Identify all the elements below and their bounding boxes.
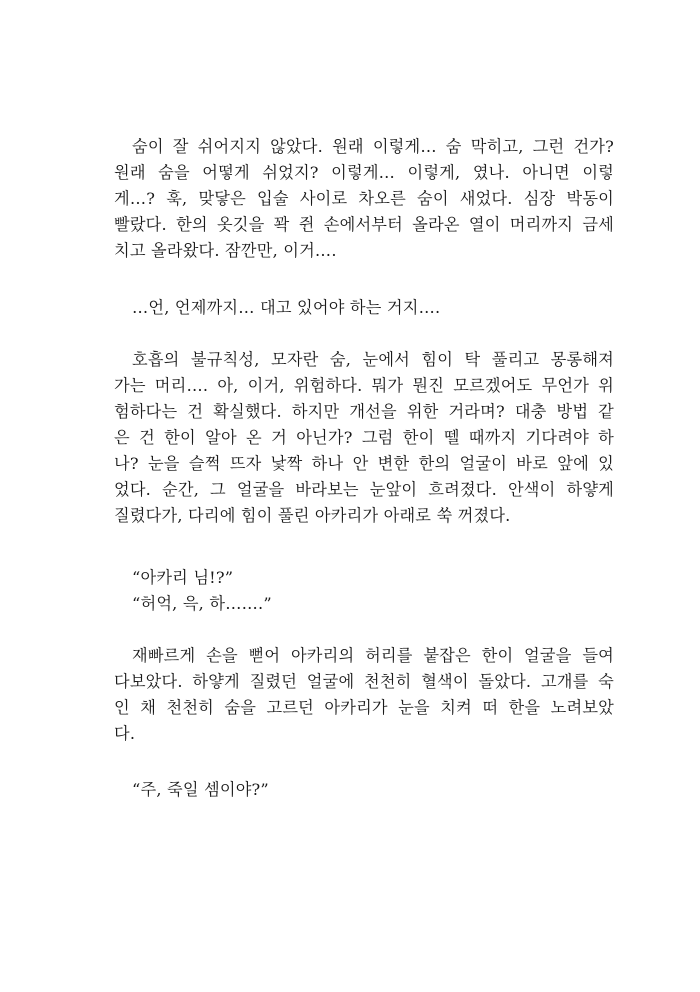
text-line: 호흡의 불규칙성, 모자란 숨, 눈에서 힘이 탁 풀리고 몽롱해져 (132, 350, 614, 369)
text-line: 게…? 훅, 맞닿은 입술 사이로 차오른 숨이 새었다. 심장 박동이 (114, 189, 614, 208)
paragraph-3 (114, 347, 614, 529)
paragraph-1 (114, 134, 614, 264)
text-line: 원래 숨을 어떻게 쉬었지? 이렇게… 이렇게, 였나. 아니면 이렇 (114, 163, 614, 182)
dialogue-line: “아카리 님!?” (132, 568, 234, 587)
paragraph-6-dialogue (114, 777, 614, 803)
dialogue-line: “주, 죽일 셈이야?” (132, 780, 269, 799)
text-line: 었다. 순간, 그 얼굴을 바라보는 눈앞이 흐려졌다. 안색이 하얗게 (114, 480, 614, 499)
text-line: 험하다는 건 확실했다. 하지만 개선을 위한 거라며? 대충 방법 같 (114, 402, 614, 421)
text-line: 다보았다. 하얗게 질렸던 얼굴에 천천히 혈색이 돌았다. 고개를 숙 (114, 672, 614, 691)
text-line: 다. (114, 724, 136, 743)
text-line: 숨이 잘 쉬어지지 않았다. 원래 이렇게… 숨 막히고, 그런 건가? (132, 137, 614, 156)
text-line: …언, 언제까지… 대고 있어야 하는 거지…. (132, 298, 441, 317)
text-line: 은 건 한이 알아 온 거 아닌가? 그럼 한이 뗄 때까지 기다려야 하 (114, 428, 614, 447)
paragraph-2 (114, 295, 614, 321)
text-line: 치고 올라왔다. 잠깐만, 이거…. (114, 241, 337, 260)
text-line: 재빠르게 손을 뻗어 아카리의 허리를 붙잡은 한이 얼굴을 들여 (132, 646, 614, 665)
text-line: 질렸다가, 다리에 힘이 풀린 아카리가 아래로 쑥 꺼졌다. (114, 506, 511, 525)
text-line: 인 채 천천히 숨을 고르던 아카리가 눈을 치켜 떠 한을 노려보았 (114, 698, 614, 717)
dialogue-line: “허억, 윽, 하…….” (132, 594, 272, 613)
paragraph-4-dialogue (114, 565, 614, 617)
text-line: 나? 눈을 슬쩍 뜨자 낯짝 하나 안 변한 한의 얼굴이 바로 앞에 있 (114, 454, 614, 473)
text-line: 빨랐다. 한의 옷깃을 꽉 쥔 손에서부터 올라온 열이 머리까지 금세 (114, 215, 614, 234)
text-line: 가는 머리…. 아, 이거, 위험하다. 뭐가 뭔진 모르겠어도 무언가 위 (114, 376, 614, 395)
paragraph-5 (114, 643, 614, 747)
